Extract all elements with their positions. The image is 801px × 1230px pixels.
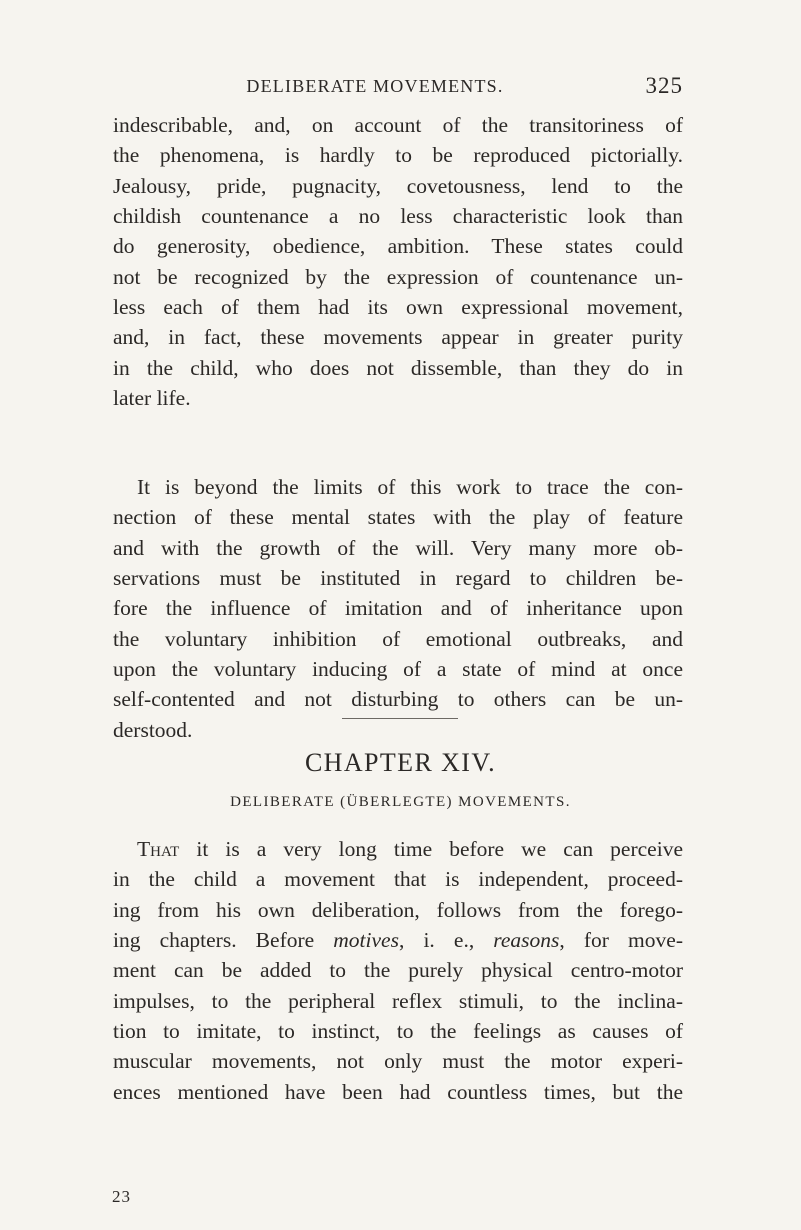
- text-line: ing from his own deliberation, follows from the forego-: [113, 897, 683, 922]
- text-line: and, in fact, these movements appear in greater purity: [113, 325, 683, 350]
- paragraph-mental-states: [113, 472, 683, 745]
- text-line: It is beyond the limits of this work to trace the con-: [137, 475, 683, 499]
- text-line: indescribable, and, on account of the transitoriness of: [113, 113, 683, 137]
- text-line: do generosity, obedience, ambition. These states could: [113, 234, 683, 259]
- text-line: nection of these mental states with the play of feature: [113, 505, 683, 530]
- page-header: [0, 73, 801, 106]
- text-line: in the child, who does not dissemble, than they do in: [113, 355, 683, 380]
- section-divider: [342, 718, 458, 719]
- text-line: less each of them had its own expressional movement,: [113, 295, 683, 320]
- text-line: not be recognized by the expression of countenance un-: [113, 264, 683, 289]
- text-fragment: , for move-: [559, 928, 683, 953]
- text-line: later life.: [113, 386, 191, 411]
- text-line: derstood.: [113, 717, 193, 742]
- paragraph-transitoriness: [113, 110, 683, 413]
- text-fragment: , i. e.,: [398, 928, 494, 953]
- text-line: muscular movements, not only must the motor experi-: [113, 1049, 683, 1074]
- text-line: fore the influence of imitation and of inheritance upon: [113, 596, 683, 621]
- page-number: 325: [645, 73, 683, 98]
- text-line: ences mentioned have been had countless times, but the: [113, 1079, 683, 1104]
- paragraph-chapter-opening: [113, 834, 683, 1107]
- chapter-subtitle: DELIBERATE (ÜBERLEGTE) MOVEMENTS.: [230, 794, 571, 810]
- text-line: Jealousy, pride, pugnacity, covetousness, lend to the: [113, 173, 683, 198]
- text-line: self-contented and not disturbing to others can be un-: [113, 687, 683, 712]
- italic-term-reasons: reasons: [493, 928, 560, 953]
- signature-mark: 23: [112, 1187, 131, 1206]
- chapter-title: CHAPTER XIV.: [304, 748, 497, 777]
- text-line: the phenomena, is hardly to be reproduced pictorially.: [113, 143, 683, 168]
- text-line: servations must be instituted in regard to children be-: [113, 566, 683, 591]
- text-line: ment can be added to the purely physical centro-motor: [113, 958, 683, 983]
- opening-word: That: [137, 837, 180, 861]
- italic-term-motives: motives: [333, 928, 399, 953]
- running-title: DELIBERATE MOVEMENTS.: [246, 76, 504, 96]
- text-fragment: it is a very long time before we can perceive: [179, 837, 683, 861]
- text-fragment: ing chapters. Before: [113, 928, 334, 953]
- text-line: tion to imitate, to instinct, to the feelings as causes of: [113, 1019, 683, 1044]
- text-line: [113, 834, 683, 864]
- text-line: in the child a movement that is independent, proceed-: [113, 867, 683, 892]
- text-line: the voluntary inhibition of emotional outbreaks, and: [113, 626, 683, 651]
- text-line: and with the growth of the will. Very many more ob-: [113, 535, 683, 560]
- text-line: [113, 925, 683, 955]
- text-line: upon the voluntary inducing of a state of mind at once: [113, 657, 683, 682]
- text-line: impulses, to the peripheral reflex stimuli, to the inclina-: [113, 988, 683, 1013]
- text-line: childish countenance a no less characteristic look than: [113, 204, 683, 229]
